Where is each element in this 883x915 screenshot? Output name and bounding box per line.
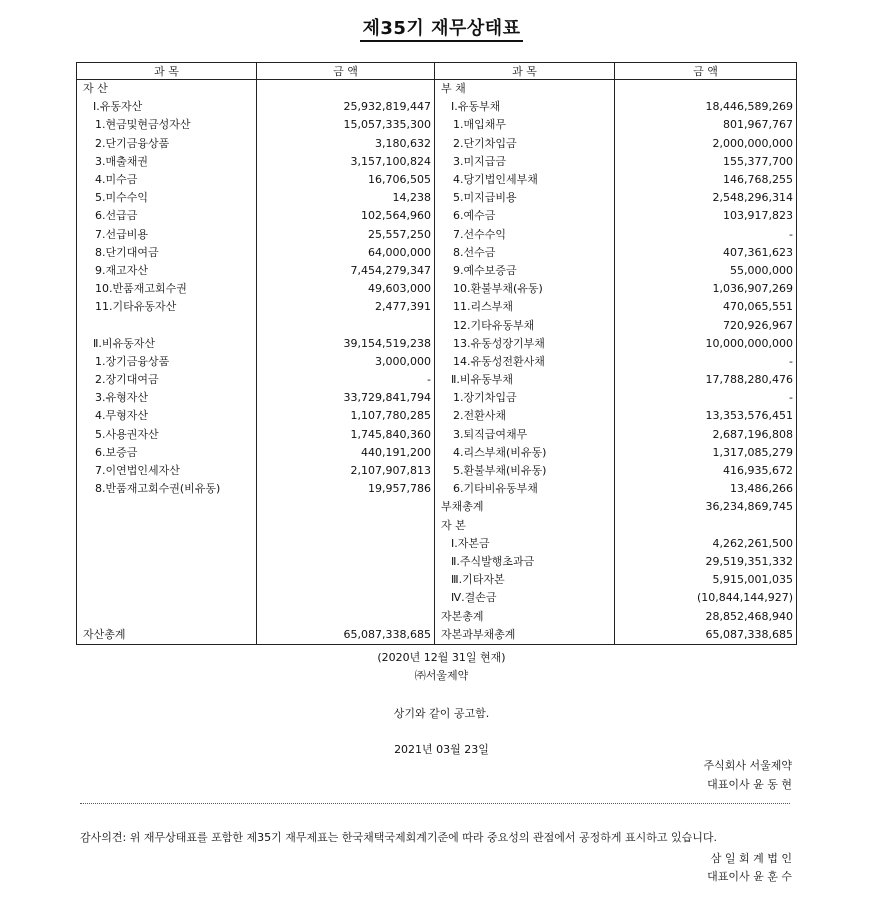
right-item-cell: Ⅰ.유동부채: [435, 98, 615, 116]
table-header-row: [77, 63, 797, 80]
left-item-cell: [77, 607, 257, 625]
left-item-cell: 자산총계: [83, 627, 126, 641]
left-item-cell: 4.무형자산: [95, 409, 148, 423]
left-amount-cell: 25,932,819,447: [257, 98, 435, 116]
left-amount-cell: [257, 316, 435, 334]
table-row: [77, 535, 797, 553]
right-amount-cell: 17,788,280,476: [615, 371, 797, 389]
as-of-date: (2020년 12월 31일 현재): [377, 651, 506, 664]
table-row: [77, 389, 797, 407]
right-item-cell: 2.전환사채: [435, 407, 615, 425]
table-row: [77, 607, 797, 625]
right-amount-cell: 720,926,967: [615, 316, 797, 334]
left-item-cell: 8.단기대여금: [95, 245, 159, 259]
left-amount-cell: 7,454,279,347: [257, 262, 435, 280]
right-amount-cell: 28,852,468,940: [615, 607, 797, 625]
right-amount-cell: 13,353,576,451: [615, 407, 797, 425]
notice-text: 상기와 같이 공고함.: [393, 707, 490, 720]
left-item-cell: 자 산: [83, 82, 108, 96]
left-amount-cell: 33,729,841,794: [257, 389, 435, 407]
right-amount-cell: 416,935,672: [615, 462, 797, 480]
left-item-cell: [77, 316, 257, 334]
left-amount-cell: 3,000,000: [257, 353, 435, 371]
left-amount-cell: [257, 535, 435, 553]
table-row: [77, 244, 797, 262]
table-row: [77, 517, 797, 535]
table-row: [77, 171, 797, 189]
left-item-cell: [77, 589, 257, 607]
left-item-cell: [77, 517, 257, 535]
right-item-cell: Ⅱ.비유동부채: [435, 371, 615, 389]
left-amount-cell: [257, 571, 435, 589]
document-title-text: 제35기 재무상태표: [360, 18, 522, 42]
table-row: [77, 353, 797, 371]
table-row: [77, 316, 797, 334]
header-right-item: 과 목: [435, 63, 615, 80]
left-amount-cell: 19,957,786: [257, 480, 435, 498]
right-amount-cell: 407,361,623: [615, 244, 797, 262]
right-amount-cell: 2,000,000,000: [615, 135, 797, 153]
left-amount-cell: [257, 517, 435, 535]
left-item-cell: 5.미수수익: [95, 191, 148, 205]
table-row: [77, 589, 797, 607]
left-item-cell: 6.보증금: [95, 445, 138, 459]
left-amount-cell: 39,154,519,238: [257, 335, 435, 353]
left-amount-cell: 25,557,250: [257, 226, 435, 244]
right-amount-cell: 5,915,001,035: [615, 571, 797, 589]
left-item-cell: [77, 535, 257, 553]
left-item-cell: 2.단기금융상품: [95, 136, 170, 150]
balance-sheet-table: [76, 62, 797, 645]
table-row: [77, 262, 797, 280]
company-short-name: ㈜서울제약: [414, 669, 469, 682]
table-row: [77, 571, 797, 589]
left-amount-cell: [257, 589, 435, 607]
left-item-cell: 8.반품재고회수권(비유동): [95, 482, 221, 496]
left-item-cell: 3.유형자산: [95, 391, 148, 405]
right-item-cell: 4.리스부채(비유동): [435, 444, 615, 462]
left-item-cell: 9.재고자산: [95, 263, 148, 277]
table-row: [77, 189, 797, 207]
table-row: [77, 226, 797, 244]
table-body: [77, 80, 797, 645]
left-amount-cell: 102,564,960: [257, 207, 435, 225]
right-amount-cell: 470,065,551: [615, 298, 797, 316]
header-right-amount: 금 액: [615, 63, 797, 80]
left-amount-cell: 2,107,907,813: [257, 462, 435, 480]
right-amount-cell: 155,377,700: [615, 153, 797, 171]
left-item-cell: 6.선급금: [95, 209, 138, 223]
right-amount-cell: 36,234,869,745: [615, 498, 797, 516]
left-amount-cell: 65,087,338,685: [257, 626, 435, 645]
left-item-cell: 11.기타유동자산: [95, 300, 177, 314]
right-amount-cell: 801,967,767: [615, 116, 797, 134]
table-row: [77, 153, 797, 171]
right-amount-cell: 2,687,196,808: [615, 426, 797, 444]
right-item-cell: 8.선수금: [435, 244, 615, 262]
left-item-cell: [77, 498, 257, 516]
right-item-cell: 자 본: [435, 517, 615, 535]
table-row: [77, 298, 797, 316]
right-amount-cell: 146,768,255: [615, 171, 797, 189]
right-amount-cell: 65,087,338,685: [615, 626, 797, 645]
right-amount-cell: 4,262,261,500: [615, 535, 797, 553]
left-item-cell: 2.장기대여금: [95, 373, 159, 387]
left-amount-cell: 14,238: [257, 189, 435, 207]
right-item-cell: 1.장기차입금: [435, 389, 615, 407]
table-row: [77, 553, 797, 571]
left-amount-cell: [257, 80, 435, 99]
right-item-cell: 부채총계: [435, 498, 615, 516]
table-row: [77, 80, 797, 99]
left-item-cell: Ⅰ.유동자산: [93, 100, 143, 114]
left-item-cell: 1.현금및현금성자산: [95, 118, 191, 132]
right-amount-cell: 1,036,907,269: [615, 280, 797, 298]
right-item-cell: 1.매입채무: [435, 116, 615, 134]
table-row: [77, 135, 797, 153]
right-item-cell: 3.퇴직급여채무: [435, 426, 615, 444]
table-row: [77, 626, 797, 645]
table-row: [77, 426, 797, 444]
left-item-cell: Ⅱ.비유동자산: [93, 336, 156, 350]
left-amount-cell: [257, 607, 435, 625]
left-amount-cell: 64,000,000: [257, 244, 435, 262]
table-row: [77, 207, 797, 225]
right-amount-cell: 55,000,000: [615, 262, 797, 280]
table-row: [77, 280, 797, 298]
left-item-cell: [77, 553, 257, 571]
left-amount-cell: -: [257, 371, 435, 389]
table-row: [77, 371, 797, 389]
auditor-ceo-name: 대표이사 윤 훈 수: [707, 870, 792, 883]
right-amount-cell: -: [615, 389, 797, 407]
left-amount-cell: 2,477,391: [257, 298, 435, 316]
table-row: [77, 116, 797, 134]
right-item-cell: 4.당기법인세부채: [435, 171, 615, 189]
left-item-cell: 5.사용권자산: [95, 427, 159, 441]
right-item-cell: 13.유동성장기부채: [435, 335, 615, 353]
left-item-cell: [77, 571, 257, 589]
left-amount-cell: [257, 498, 435, 516]
left-item-cell: 7.이연법인세자산: [95, 464, 180, 478]
notice-date: 2021년 03월 23일: [394, 743, 489, 756]
right-item-cell: 자본총계: [435, 607, 615, 625]
right-amount-cell: 18,446,589,269: [615, 98, 797, 116]
right-amount-cell: (10,844,144,927): [615, 589, 797, 607]
table-row: [77, 498, 797, 516]
table-row: [77, 444, 797, 462]
left-amount-cell: 15,057,335,300: [257, 116, 435, 134]
right-amount-cell: 103,917,823: [615, 207, 797, 225]
right-amount-cell: -: [615, 353, 797, 371]
left-amount-cell: 1,745,840,360: [257, 426, 435, 444]
left-amount-cell: 16,706,505: [257, 171, 435, 189]
right-item-cell: 11.리스부채: [435, 298, 615, 316]
right-amount-cell: 2,548,296,314: [615, 189, 797, 207]
left-amount-cell: [257, 553, 435, 571]
right-item-cell: 9.예수보증금: [435, 262, 615, 280]
right-amount-cell: 10,000,000,000: [615, 335, 797, 353]
right-item-cell: 5.미지급비용: [435, 189, 615, 207]
right-item-cell: Ⅰ.자본금: [435, 535, 615, 553]
right-item-cell: 부 채: [435, 80, 615, 99]
left-item-cell: 4.미수금: [95, 173, 138, 187]
auditor-name: 삼 일 회 계 법 인: [710, 852, 792, 865]
audit-opinion: 감사의견: 위 재무상태표를 포함한 제35기 재무제표는 한국채택국제회계기준에 따라 중요성의 관점에서 공정하게 표시하고 있습니다.: [80, 831, 717, 844]
left-amount-cell: 49,603,000: [257, 280, 435, 298]
right-item-cell: 6.기타비유동부채: [435, 480, 615, 498]
right-amount-cell: 13,486,266: [615, 480, 797, 498]
document-title: [0, 14, 883, 40]
right-amount-cell: [615, 80, 797, 99]
right-amount-cell: [615, 517, 797, 535]
left-amount-cell: 3,180,632: [257, 135, 435, 153]
left-item-cell: 7.선급비용: [95, 227, 148, 241]
right-item-cell: Ⅱ.주식발행초과금: [435, 553, 615, 571]
right-item-cell: 5.환불부채(비유동): [435, 462, 615, 480]
left-item-cell: 1.장기금융상품: [95, 354, 170, 368]
right-amount-cell: 1,317,085,279: [615, 444, 797, 462]
left-amount-cell: 440,191,200: [257, 444, 435, 462]
header-left-item: 과 목: [77, 63, 257, 80]
header-left-amount: 금 액: [257, 63, 435, 80]
right-item-cell: Ⅲ.기타자본: [435, 571, 615, 589]
table-row: [77, 407, 797, 425]
dotted-divider: [80, 803, 790, 804]
right-amount-cell: -: [615, 226, 797, 244]
right-item-cell: 10.환불부채(유동): [435, 280, 615, 298]
left-amount-cell: 3,157,100,824: [257, 153, 435, 171]
right-item-cell: 7.선수수익: [435, 226, 615, 244]
left-item-cell: 10.반품재고회수권: [95, 282, 187, 296]
right-item-cell: 6.예수금: [435, 207, 615, 225]
right-item-cell: 14.유동성전환사채: [435, 353, 615, 371]
left-item-cell: 3.매출채권: [95, 154, 148, 168]
table-row: [77, 462, 797, 480]
right-amount-cell: 29,519,351,332: [615, 553, 797, 571]
ceo-name: 대표이사 윤 동 현: [707, 778, 792, 791]
left-amount-cell: 1,107,780,285: [257, 407, 435, 425]
company-full-name: 주식회사 서울제약: [703, 759, 792, 772]
right-item-cell: Ⅳ.결손금: [435, 589, 615, 607]
right-item-cell: 3.미지급금: [435, 153, 615, 171]
table-row: [77, 335, 797, 353]
right-item-cell: 2.단기차입금: [435, 135, 615, 153]
table-row: [77, 98, 797, 116]
right-item-cell: 12.기타유동부채: [435, 316, 615, 334]
right-item-cell: 자본과부채총계: [435, 626, 615, 645]
table-row: [77, 480, 797, 498]
